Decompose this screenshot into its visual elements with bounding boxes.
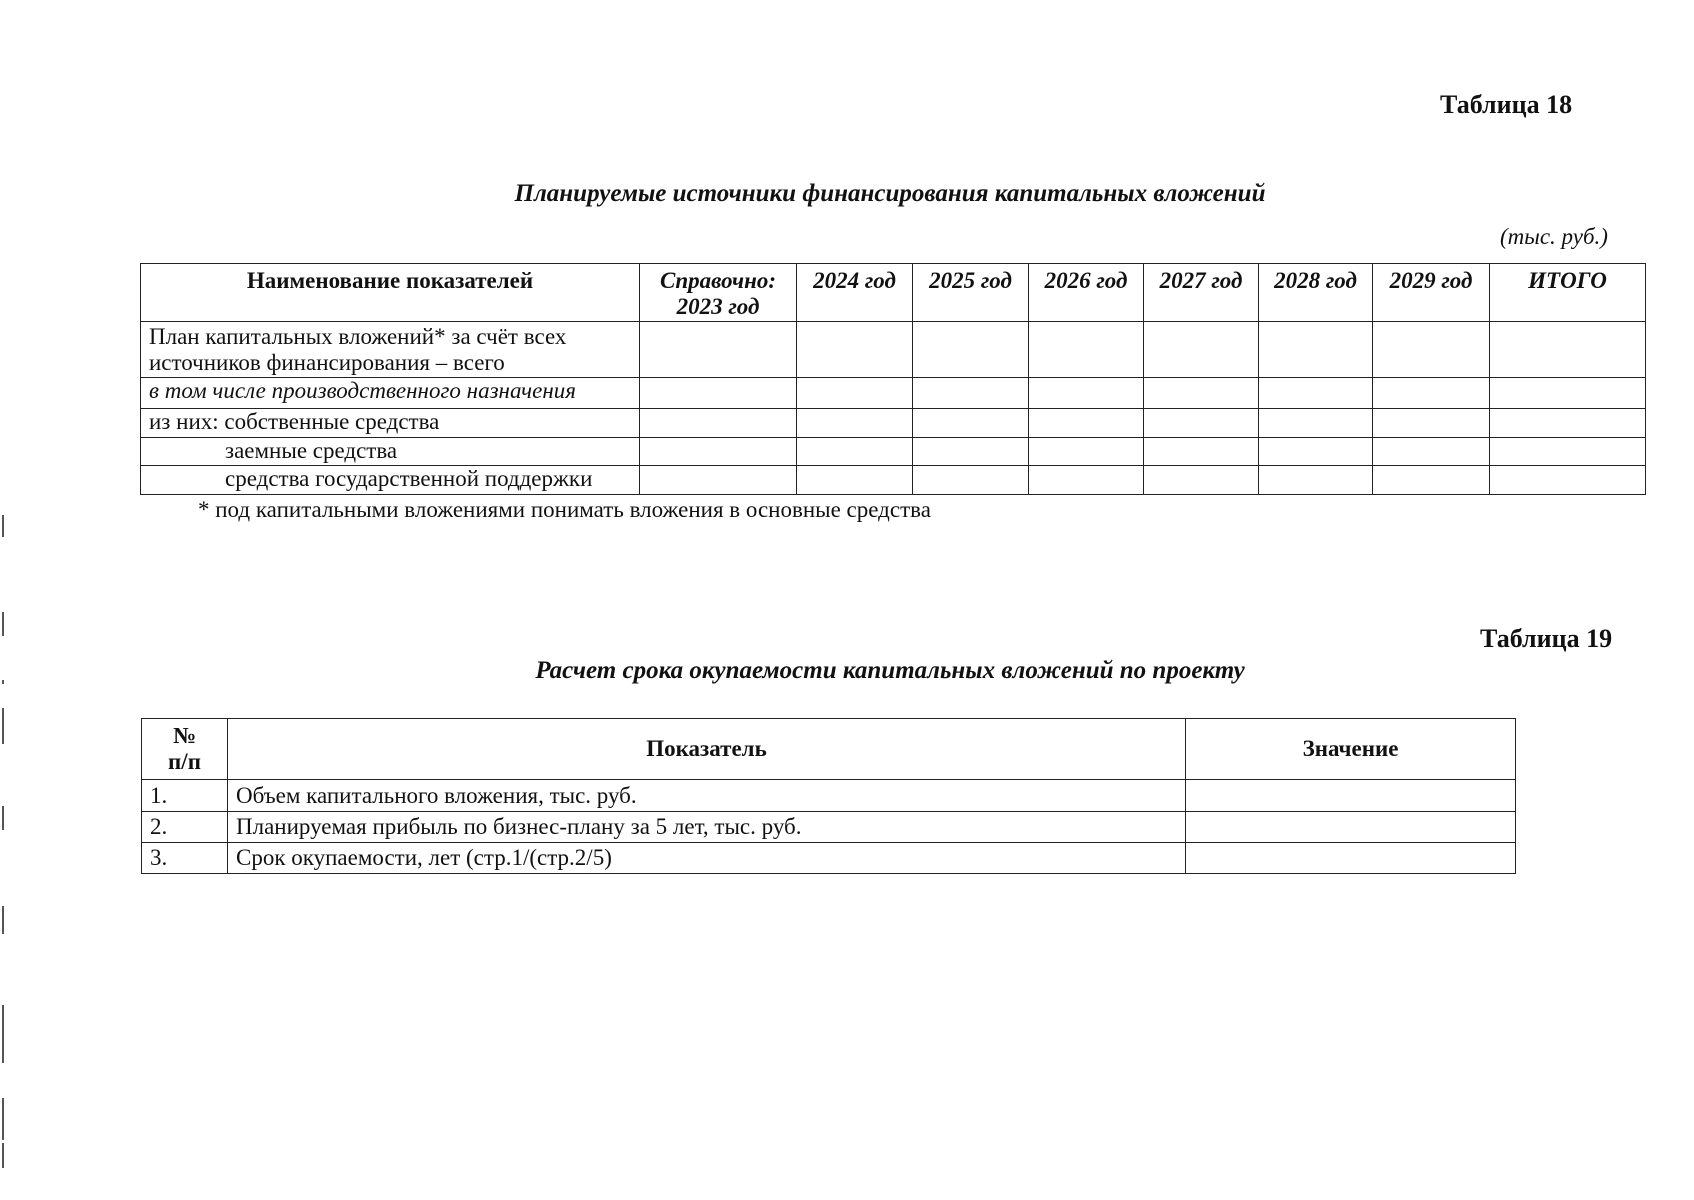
header-indicator: Показатель <box>228 719 1186 780</box>
header-number-line2: п/п <box>168 749 201 774</box>
table19-header-row <box>142 719 1516 780</box>
header-2027: 2027 год <box>1144 264 1259 322</box>
row-indicator: Планируемая прибыль по бизнес-плану за 5 лет, тыс. руб. <box>228 812 1186 843</box>
row-label: в том числе производственного назначения <box>141 378 640 409</box>
row-value <box>1186 843 1516 874</box>
cell <box>797 378 913 409</box>
scan-artifact <box>2 1143 4 1168</box>
row-label: из них: собственные средства <box>141 409 640 438</box>
table18-units: (тыс. руб.) <box>1500 224 1608 249</box>
table19-number: Таблица 19 <box>1480 624 1613 653</box>
scan-artifact <box>2 515 4 537</box>
row-value <box>1186 812 1516 843</box>
scan-artifact <box>2 680 4 684</box>
row-number: 2. <box>142 812 228 843</box>
table-row <box>141 438 1646 466</box>
cell <box>1259 322 1373 378</box>
row-label-line2: источников финансирования – всего <box>149 349 505 375</box>
cell <box>797 466 913 495</box>
cell <box>1259 409 1373 438</box>
header-value: Значение <box>1186 719 1516 780</box>
cell <box>797 322 913 378</box>
table18-footnote: * под капитальными вложениями понимать вложения в основные средства <box>198 497 931 522</box>
cell <box>1373 409 1490 438</box>
header-reference-line2: 2023 год <box>676 293 760 319</box>
cell <box>1144 409 1259 438</box>
cell <box>1029 438 1144 466</box>
cell <box>1373 466 1490 495</box>
cell <box>913 466 1029 495</box>
scan-artifact <box>2 1098 4 1140</box>
header-number-line1: № <box>172 723 197 749</box>
row-indicator: Объем капитального вложения, тыс. руб. <box>228 780 1186 812</box>
cell <box>1144 466 1259 495</box>
cell <box>1029 378 1144 409</box>
cell <box>797 409 913 438</box>
cell <box>1490 322 1646 378</box>
cell <box>1373 378 1490 409</box>
cell <box>640 438 797 466</box>
row-label: заемные средства <box>141 438 640 466</box>
cell <box>913 409 1029 438</box>
cell <box>913 378 1029 409</box>
cell <box>1029 322 1144 378</box>
table19 <box>141 718 1516 874</box>
table18 <box>140 263 1646 495</box>
table-row <box>141 378 1646 409</box>
scan-artifact <box>2 906 4 934</box>
header-2025: 2025 год <box>913 264 1029 322</box>
table-row <box>141 466 1646 495</box>
cell <box>1029 466 1144 495</box>
cell <box>913 322 1029 378</box>
cell <box>1259 438 1373 466</box>
cell <box>1144 438 1259 466</box>
header-2029: 2029 год <box>1373 264 1490 322</box>
row-number: 3. <box>142 843 228 874</box>
row-indicator: Срок окупаемости, лет (стр.1/(стр.2/5) <box>228 843 1186 874</box>
row-number: 1. <box>142 780 228 812</box>
row-value <box>1186 780 1516 812</box>
table18-header-row <box>141 264 1646 322</box>
header-total: ИТОГО <box>1490 264 1646 322</box>
table18-title: Планируемые источники финансирования капитальных вложений <box>514 180 1266 207</box>
scan-artifact <box>2 1005 4 1063</box>
header-reference-2023 <box>640 264 797 322</box>
row-label: средства государственной поддержки <box>141 466 640 495</box>
table-row <box>141 322 1646 378</box>
cell <box>640 466 797 495</box>
table-row <box>142 780 1516 812</box>
cell <box>1490 438 1646 466</box>
header-reference-line1: Справочно: <box>659 268 776 293</box>
row-label-line1: План капитальных вложений* за счёт всех <box>149 324 567 349</box>
cell <box>913 438 1029 466</box>
cell <box>1490 378 1646 409</box>
table-row <box>141 409 1646 438</box>
table19-title: Расчет срока окупаемости капитальных вложений по проекту <box>535 657 1245 684</box>
scan-artifact <box>2 806 4 830</box>
header-2028: 2028 год <box>1259 264 1373 322</box>
cell <box>1029 409 1144 438</box>
cell <box>797 438 913 466</box>
scan-artifact <box>2 708 4 744</box>
cell <box>640 378 797 409</box>
cell <box>640 322 797 378</box>
cell <box>1259 378 1373 409</box>
cell <box>1259 466 1373 495</box>
header-row-number <box>142 719 228 780</box>
table-row <box>142 812 1516 843</box>
cell <box>1490 409 1646 438</box>
cell <box>1373 438 1490 466</box>
cell <box>1144 322 1259 378</box>
header-2024: 2024 год <box>797 264 913 322</box>
table-row <box>142 843 1516 874</box>
row-label <box>141 322 640 378</box>
table18-number: Таблица 18 <box>1440 90 1573 119</box>
header-name: Наименование показателей <box>141 264 640 322</box>
cell <box>640 409 797 438</box>
cell <box>1144 378 1259 409</box>
scan-artifact <box>2 612 4 636</box>
header-2026: 2026 год <box>1029 264 1144 322</box>
cell <box>1490 466 1646 495</box>
cell <box>1373 322 1490 378</box>
